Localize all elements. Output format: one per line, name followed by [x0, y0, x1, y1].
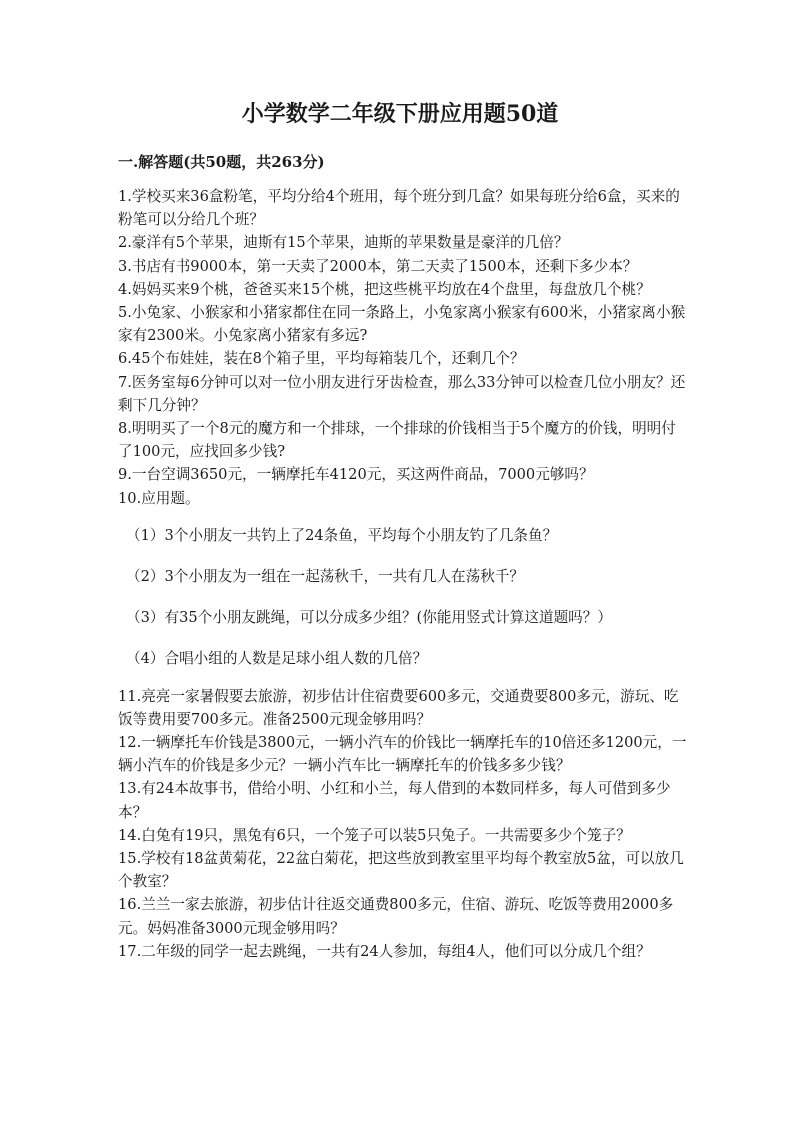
sub-question-item: （2）3个小朋友为一组在一起荡秋千，一共有几人在荡秋千？: [126, 568, 525, 586]
question-item: 10.应用题。: [118, 489, 200, 507]
page-title: 小学数学二年级下册应用题50道: [241, 101, 559, 127]
sub-question-item: （1）3个小朋友一共钓上了24条鱼，平均每个小朋友钓了几条鱼？: [126, 526, 558, 544]
question-item: 1.学校买来36盒粉笔，平均分给4个班用，每个班分到几盒？如果每班分给6盒，买来的粉笔可以分给几个班？: [118, 188, 680, 229]
sub-question-list: [118, 524, 688, 671]
question-item: 4.妈妈买来9个桃，爸爸买来15个桃，把这些桃平均放在4个盘里，每盘放几个桃？: [118, 280, 651, 298]
question-item: 12.一辆摩托车价钱是3800元，一辆小汽车的价钱比一辆摩托车的10倍还多1200元，一辆小汽车的价钱是多少元？一辆小汽车比一辆摩托车的价钱多多少钱？: [118, 734, 687, 775]
question-item: 5.小兔家、小猴家和小猪家都住在同一条路上，小兔家离小猴家有600米，小猪家离小猴家有2300米。小兔家离小猪家有多远?: [118, 304, 686, 345]
question-list: [118, 185, 688, 963]
question-item: 8.明明买了一个8元的魔方和一个排球，一个排球的价钱相当于5个魔方的价钱，明明付了100元，应找回多少钱?: [118, 420, 676, 461]
question-item: 17.二年级的同学一起去跳绳，一共有24人参加，每组4人，他们可以分成几个组？: [118, 942, 651, 960]
question-item: 2.豪洋有5个苹果，迪斯有15个苹果，迪斯的苹果数量是豪洋的几倍？: [118, 234, 569, 252]
question-item: 7.医务室每6分钟可以对一位小朋友进行牙齿检查，那么33分钟可以检查几位小朋友？还剩下几分钟？: [118, 373, 686, 414]
question-item: 6.45个布娃娃，装在8个箱子里，平均每箱装几个，还剩几个？: [118, 350, 525, 368]
question-item: 14.白兔有19只，黑兔有6只，一个笼子可以装5只兔子。一共需要多少个笼子？: [118, 826, 631, 844]
question-item: 16.兰兰一家去旅游，初步估计往返交通费800多元，住宿、游玩、吃饭等费用2000多元。妈妈准备3000元现金够用吗？: [118, 896, 674, 937]
sub-question-item: （4）合唱小组的人数是足球小组人数的几倍？: [126, 650, 428, 668]
question-item: 13.有24本故事书，借给小明、小红和小兰，每人借到的本数同样多，每人可借到多少本？: [118, 780, 671, 821]
question-item: 15.学校有18盆黄菊花，22盆白菊花，把这些放到教室里平均每个教室放5盆，可以放几个教室？: [118, 850, 684, 891]
section-heading: 一.解答题(共50题，共263分): [118, 153, 325, 171]
question-item: 9.一台空调3650元，一辆摩托车4120元，买这两件商品，7000元够吗？: [118, 466, 594, 484]
sub-question-item: （3）有35个小朋友跳绳，可以分成多少组？(你能用竖式计算这道题吗？）: [126, 609, 612, 627]
question-item: 3.书店有书9000本，第一天卖了2000本，第二天卖了1500本，还剩下多少本？: [118, 257, 638, 275]
question-item: 11.亮亮一家暑假要去旅游，初步估计住宿费要600多元，交通费要800多元，游玩、吃饭等费用要700多元。准备2500元现金够用吗？: [118, 687, 679, 728]
